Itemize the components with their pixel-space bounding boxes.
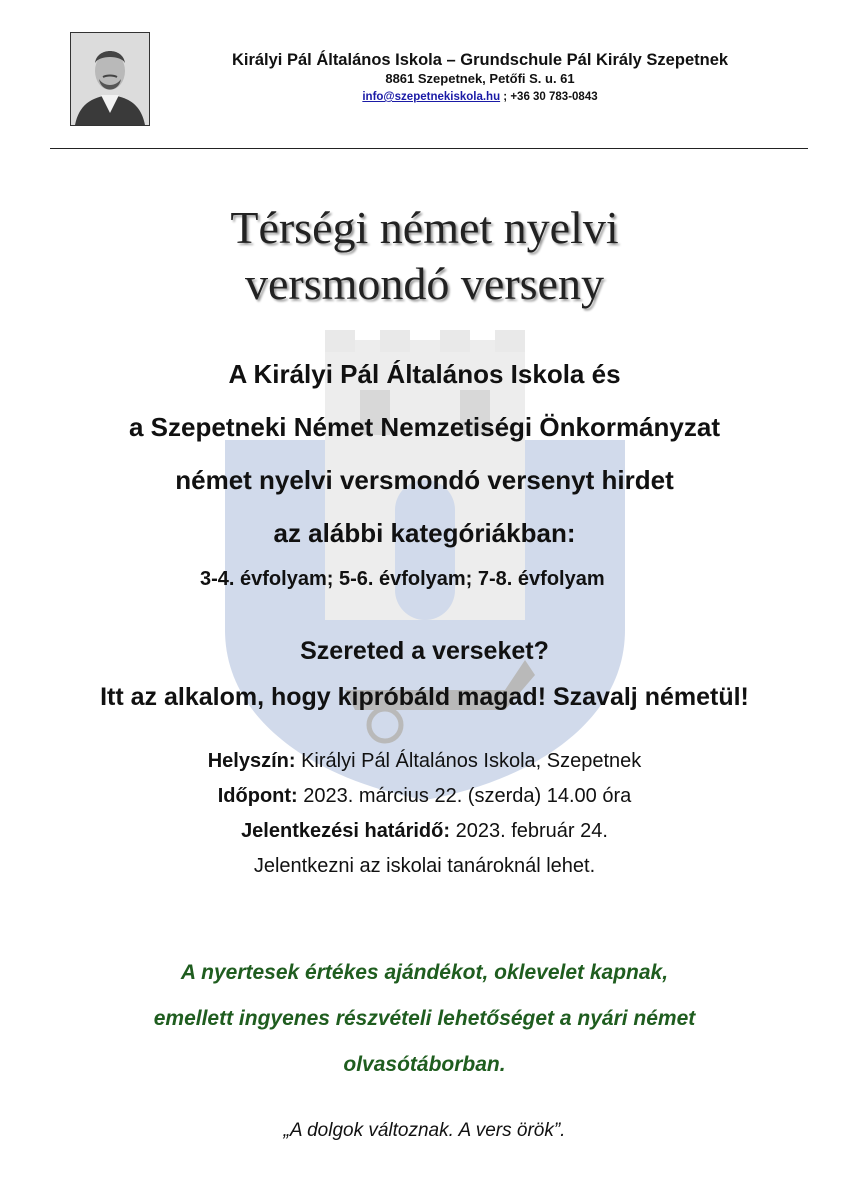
time-label: Időpont: <box>217 785 298 807</box>
location-value: Királyi Pál Általános Iskola, Szepetnek <box>295 750 642 772</box>
grade-categories: 3-4. évfolyam; 5-6. évfolyam; 7-8. évfolyam <box>200 568 605 590</box>
location-row <box>0 744 849 779</box>
time-row <box>0 779 849 814</box>
prize-info <box>0 950 849 1088</box>
intro-line: az alábbi kategóriákban: <box>273 518 576 548</box>
header-divider <box>50 148 808 149</box>
prize-line: A nyertesek értékes ajándékot, oklevelet kapnak, <box>180 961 669 984</box>
apply-note: Jelentkezni az iskolai tanároknál lehet. <box>253 855 596 877</box>
announcement-intro <box>0 348 849 560</box>
school-address: 8861 Szepetnek, Petőfi S. u. 61 <box>385 71 575 86</box>
intro-line: A Királyi Pál Általános Iskola és <box>228 359 621 389</box>
email-link[interactable]: info@szepetnekiskola.hu <box>362 91 501 103</box>
question-line: Szereted a verseket? <box>300 637 549 665</box>
page-title <box>0 200 849 312</box>
deadline-value: 2023. február 24. <box>450 820 608 842</box>
title-line: versmondó verseny <box>245 258 604 309</box>
prize-line: emellett ingyenes részvételi lehetőséget a nyári német <box>153 1007 696 1030</box>
deadline-label: Jelentkezési határidő: <box>241 820 451 842</box>
title-line: Térségi német nyelvi <box>230 202 619 253</box>
location-label: Helyszín: <box>207 750 296 772</box>
time-value: 2023. március 22. (szerda) 14.00 óra <box>297 785 632 807</box>
school-contact <box>170 88 790 106</box>
event-details <box>0 744 849 884</box>
call-to-action <box>0 628 849 720</box>
phone-number: ; +36 30 783-0843 <box>500 91 598 103</box>
closing-quote: „A dolgok változnak. A vers örök”. <box>283 1120 566 1141</box>
deadline-row <box>0 814 849 849</box>
school-name: Királyi Pál Általános Iskola – Grundschule Pál Király Szepetnek <box>231 51 729 69</box>
founder-portrait-image <box>70 32 150 126</box>
question-line: Itt az alkalom, hogy kipróbáld magad! Szavalj németül! <box>100 683 749 711</box>
intro-line: német nyelvi versmondó versenyt hirdet <box>175 465 674 495</box>
letterhead-text <box>170 50 790 106</box>
prize-line: olvasótáborban. <box>343 1053 506 1076</box>
letterhead <box>0 0 849 150</box>
intro-line: a Szepetneki Német Nemzetiségi Önkormányzat <box>129 412 720 442</box>
